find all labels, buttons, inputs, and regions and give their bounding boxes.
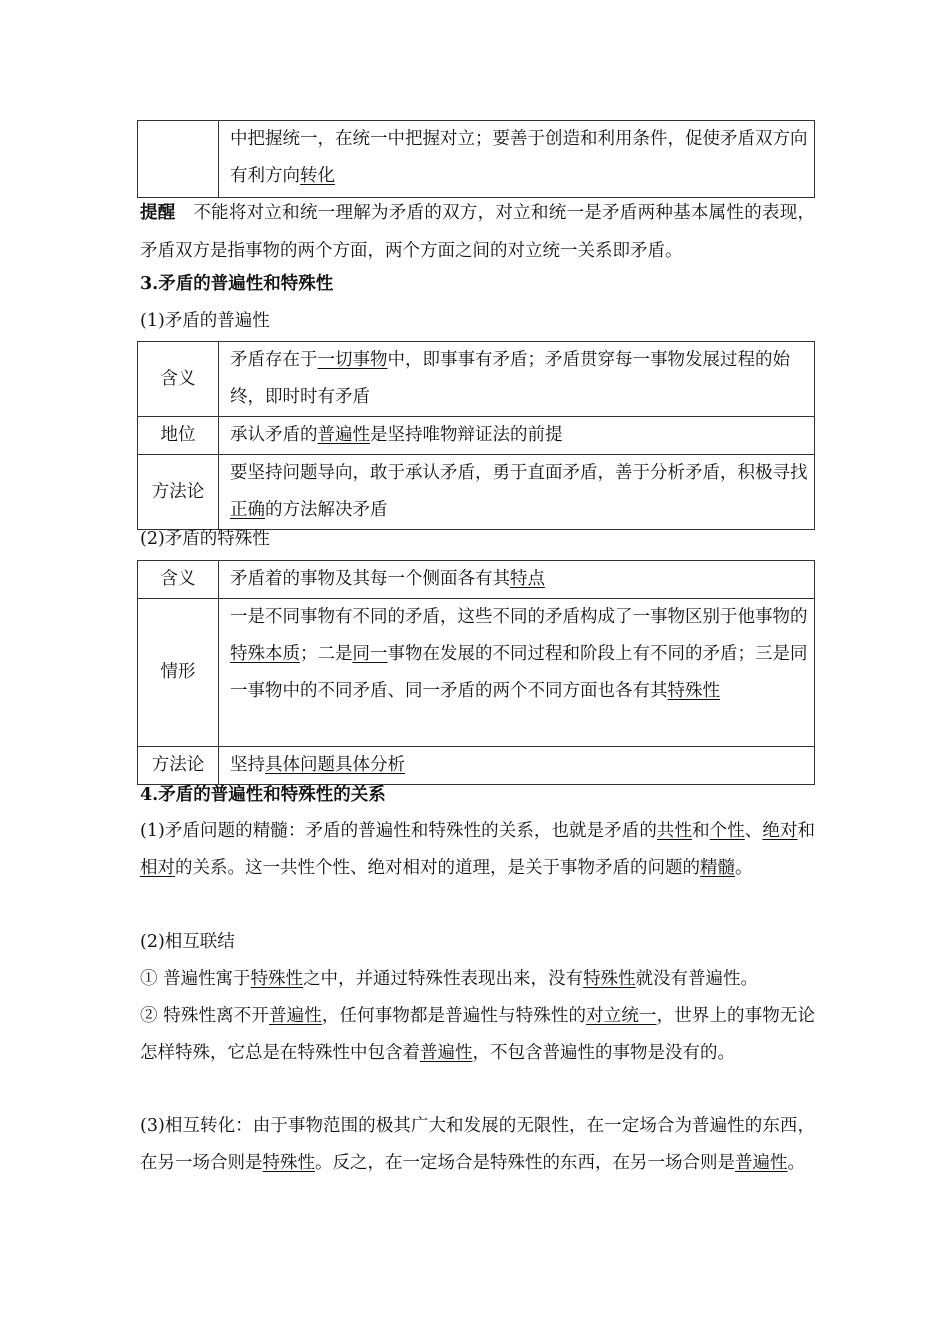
text: 承认矛盾的 [230, 425, 318, 445]
row-label [138, 121, 219, 198]
underlined-term: 特殊性 [250, 969, 304, 989]
row-label: 方法论 [138, 747, 219, 785]
text: ，世界上的事物无论怎样特殊，它总是在特殊性中包含着 [140, 1006, 816, 1063]
reminder-label: 提醒 [140, 203, 176, 223]
text: ，不包含普遍性的事物是没有的。 [472, 1043, 735, 1063]
row-content [219, 342, 815, 417]
underlined-term: 普遍性 [269, 1006, 322, 1026]
text: 。 [735, 858, 753, 878]
underlined-term: 特殊性 [262, 1153, 315, 1173]
paragraph [140, 961, 815, 998]
subheading: (2)矛盾的特殊性 [140, 529, 270, 549]
text: 是坚持唯物辩证法的前提 [370, 425, 563, 445]
text: 要坚持问题导向，敢于承认矛盾，勇于直面矛盾，善于分析矛盾，积极寻找 [230, 463, 808, 483]
underlined-term: 特殊性 [667, 681, 720, 701]
row-label: 含义 [138, 342, 219, 417]
row-label: 方法论 [138, 455, 219, 530]
text: 之中，并通过特殊性表现出来，没有 [303, 969, 584, 989]
underlined-term: 同一 [352, 644, 388, 664]
text: 中，即事事有矛盾；矛盾贯穿每一事物发展过程的始终，即时时有矛盾 [230, 350, 790, 407]
paragraph [140, 1108, 815, 1182]
text: 矛盾着的事物及其每一个侧面各有其 [230, 569, 510, 589]
table-row [138, 455, 815, 530]
underlined-term: 精髓 [700, 858, 735, 878]
continuation-table [137, 120, 815, 198]
underlined-term: 特殊本质 [230, 644, 300, 664]
underlined-term: 对立统一 [586, 1006, 657, 1026]
text: (3)相互转化：由于事物范围的极其广大和发展的无限性，在一定场合为普遍性的东西，在另一场合则是 [140, 1116, 815, 1173]
section-heading: 4.矛盾的普遍性和特殊性的关系 [140, 785, 386, 805]
text: ，任何事物都是普遍性与特殊性的 [321, 1006, 587, 1026]
text: 。 [787, 1153, 805, 1173]
text: 中把握统一，在统一中把握对立；要善于创造和利用条件，促使矛盾双方向有利方向 [230, 129, 808, 186]
underlined-term: 普遍性 [420, 1043, 473, 1063]
underlined-term: 一切事物 [317, 350, 388, 370]
text: 和 [797, 821, 816, 841]
text: 和 [692, 821, 710, 841]
row-label: 地位 [138, 417, 219, 455]
underlined-term: 特殊性 [583, 969, 636, 989]
text: 坚持 [230, 755, 265, 775]
text: 一是不同事物有不同的矛盾，这些不同的矛盾构成了一事物区别于他事物的 [230, 607, 808, 627]
table-row [138, 417, 815, 455]
table-row [138, 561, 815, 599]
text: 矛盾存在于 [230, 350, 318, 370]
underlined-term: 绝对 [762, 821, 798, 841]
underlined-term: 普遍性 [317, 425, 370, 445]
table-row [138, 342, 815, 417]
row-content [219, 417, 815, 455]
row-content [219, 599, 815, 747]
table-row [138, 599, 815, 747]
underlined-term: 共性 [656, 821, 693, 841]
text: 。反之，在一定场合是特殊性的东西，在另一场合则是 [315, 1153, 735, 1173]
text: 的关系。这一共性个性、绝对相对的道理，是关于事物矛盾的问题的 [175, 858, 700, 878]
text: 就没有普遍性。 [635, 969, 759, 989]
text: (1)矛盾问题的精髓：矛盾的普遍性和特殊性的关系，也就是矛盾的 [140, 821, 657, 841]
row-label: 情形 [138, 599, 219, 747]
underlined-term: 正确 [230, 500, 265, 520]
underlined-term: 具体问题具体分析 [265, 755, 405, 775]
subheading: (2)相互联结 [140, 932, 235, 952]
text: ② 特殊性离不开 [140, 1006, 269, 1026]
text: ；二是 [300, 644, 353, 664]
row-content [219, 121, 815, 198]
text: 事物在发展的不同过程和阶段上有不同的矛盾；三是同一事物中的不同矛盾、同一矛盾的两个不同方面也各有其 [230, 644, 808, 701]
row-content [219, 561, 815, 599]
underlined-term: 相对 [140, 858, 175, 878]
paragraph [140, 998, 815, 1072]
table-row [138, 121, 815, 198]
paragraph [140, 813, 815, 887]
underlined-term: 特点 [510, 569, 545, 589]
reminder-paragraph [140, 194, 815, 270]
text: 、 [744, 821, 763, 841]
particularity-table [137, 560, 815, 785]
underlined-term: 个性 [709, 821, 745, 841]
text: 的方法解决矛盾 [265, 500, 388, 520]
reminder-text: 不能将对立和统一理解为矛盾的双方，对立和统一是矛盾两种基本属性的表现，矛盾双方是指事物的两个方面，两个方面之间的对立统一关系即矛盾。 [140, 203, 816, 261]
subheading: (1)矛盾的普遍性 [140, 311, 270, 331]
text: ① 普遍性寓于 [140, 969, 251, 989]
row-content [219, 455, 815, 530]
underlined-term: 普遍性 [735, 1153, 788, 1173]
underlined-term: 转化 [300, 166, 335, 186]
section-heading: 3.矛盾的普遍性和特殊性 [140, 274, 334, 294]
row-label: 含义 [138, 561, 219, 599]
universality-table [137, 341, 815, 530]
